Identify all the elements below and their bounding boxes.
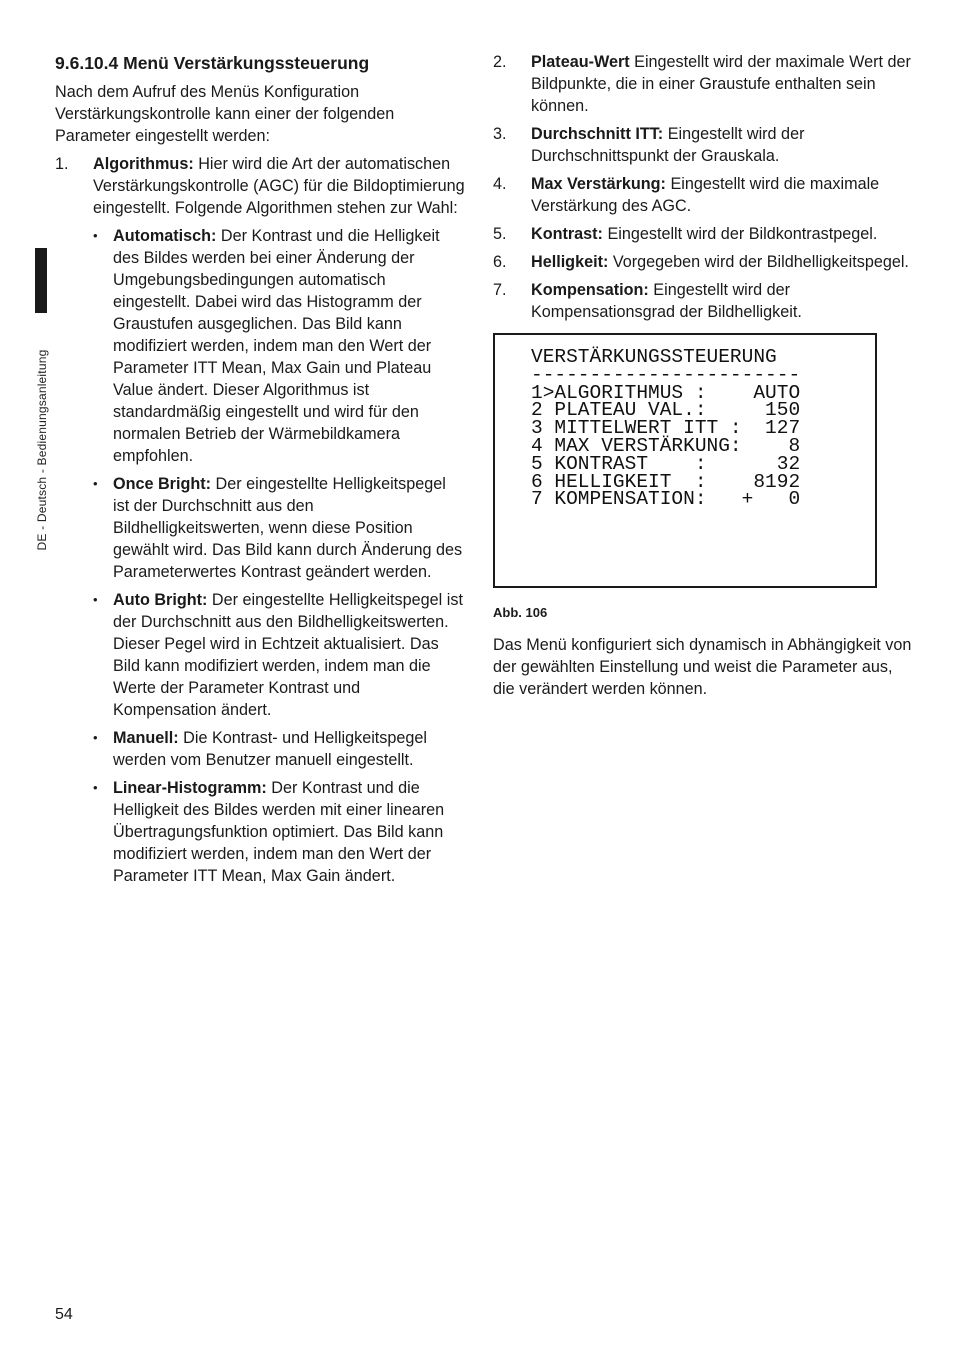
parameter-list-left [55,153,465,887]
list-text: Hier wird die Art der automatischen Verstärkungskontrolle (AGC) für die Bildoptimierung eingestellt. Folgende Algorithmen stehen zur Wahl: [93,155,465,217]
left-column [55,51,465,893]
bullet-dot-icon: • [93,476,98,491]
osd-line: 7 KOMPENSATION: + 0 [531,488,801,511]
list-term: Kontrast: [531,225,603,243]
bullet-term: Automatisch: [113,227,217,245]
list-text: Vorgegeben wird der Bildhelligkeitspegel. [608,253,909,271]
bullet-item [93,727,465,771]
list-text: Eingestellt wird der Kompensationsgrad der Bildhelligkeit. [531,281,802,321]
list-term: Kompensation: [531,281,649,299]
bullet-term: Once Bright: [113,475,212,493]
bullet-text: Die Kontrast- und Helligkeitspegel werden vom Benutzer manuell eingestellt. [113,729,427,769]
list-item [493,173,913,217]
bullet-text: Der Kontrast und die Helligkeit des Bildes werden mit einer linearen Übertragungsfunktion optimiert. Das Bild kann modifiziert werden, indem man den Wert der Parameter ITT Mean, Max Gain ändert. [113,779,445,885]
bullet-term: Linear-Histogramm: [113,779,267,797]
osd-line: 2 PLATEAU VAL.: 150 [531,399,801,422]
bullet-text: Der Kontrast und die Helligkeit des Bildes werden bei einer Änderung der Umgebungsbedingungen automatisch eingestellt. Dabei wird das Histogramm der Graustufen ausgeglichen. Das Bild kann modifiziert werden, indem man den Wert der Parameter ITT Mean, Max Gain und Plateau Value ändert. Dieser Algorithmus ist standardmäßig eingestellt und wird für den normalen Betrieb der Wärmebildkamera empfohlen. [113,227,440,465]
bullet-text: Der eingestellte Helligkeitspegel ist der Durchschnitt aus den Bildhelligkeitswerten. Dieser Pegel wird in Echtzeit aktualisiert. Das Bild kann modifiziert werden, indem man die Werte der Parameter Kontrast und Kompensation ändert. [113,591,463,719]
page-number: 54 [55,1306,73,1323]
list-item [493,223,913,245]
list-term: Durchschnitt ITT: [531,125,664,143]
list-number: 6. [493,253,507,271]
osd-menu-screen [493,333,877,588]
bullet-item [93,225,465,467]
bullet-term: Manuell: [113,729,179,747]
list-item [493,251,913,273]
bullet-text: Der eingestellte Helligkeitspegel ist der Durchschnitt aus den Bildhelligkeitswerten, wenn diese Position gewählt wird. Das Bild kann durch Änderung des Parameterwertes Kontrast geändert werden. [113,475,463,581]
list-number: 2. [493,53,507,71]
figure-caption: Abb. 106 [493,605,548,620]
list-text: Eingestellt wird der Bildkontrastpegel. [602,225,878,243]
list-item [493,51,913,117]
osd-line: 4 MAX VERSTÄRKUNG: 8 [531,434,801,457]
bullet-dot-icon: • [93,592,98,607]
list-item [493,123,913,167]
intro-paragraph: Nach dem Aufruf des Menüs Konfiguration Verstärkungskontrolle kann einer der folgenden Parameter eingestellt werden: [55,83,395,145]
list-number: 7. [493,281,507,299]
list-term: Plateau-Wert [531,53,630,71]
list-term: Helligkeit: [531,253,609,271]
bullet-item [93,589,465,721]
closing-paragraph: Das Menü konfiguriert sich dynamisch in Abhängigkeit von der gewählten Einstellung und weist die Parameter aus, die verändert werden können. [493,636,912,698]
bullet-dot-icon: • [93,780,98,795]
list-number: 4. [493,175,507,193]
list-text: Eingestellt wird der maximale Wert der Bildpunkte, die in einer Graustufe enthalten sein können. [531,53,911,115]
list-text: Eingestellt wird die maximale Verstärkung des AGC. [531,175,880,215]
osd-line: 3 MITTELWERT ITT : 127 [531,417,801,440]
osd-menu-text [531,346,875,511]
parameter-list-right [493,51,913,323]
bullet-item [93,777,465,887]
list-item [493,279,913,323]
list-term: Max Verstärkung: [531,175,666,193]
section-heading: 9.6.10.4 Menü Verstärkungssteuerung [55,53,370,73]
list-number: 3. [493,125,507,143]
bullet-dot-icon: • [93,228,98,243]
osd-line: 6 HELLIGKEIT : 8192 [531,470,801,493]
list-item-algorithmus [55,153,465,887]
section-marker-bar [35,248,47,313]
list-text: Eingestellt wird der Durchschnittspunkt der Grauskala. [531,125,805,165]
sidebar-label: DE - Deutsch - Bedienungsanleitung [35,349,49,551]
list-term: Algorithmus: [93,155,194,173]
bullet-dot-icon: • [93,730,98,745]
bullet-item [93,473,465,583]
osd-line: 1>ALGORITHMUS : AUTO [531,381,801,404]
osd-title: VERSTÄRKUNGSSTEUERUNG [531,346,777,368]
osd-line: 5 KONTRAST : 32 [531,452,801,475]
right-column [493,51,913,700]
osd-separator: ----------------------- [531,363,801,386]
bullet-term: Auto Bright: [113,591,208,609]
algorithm-bullets [93,225,465,887]
list-number: 1. [55,155,69,173]
list-number: 5. [493,225,507,243]
